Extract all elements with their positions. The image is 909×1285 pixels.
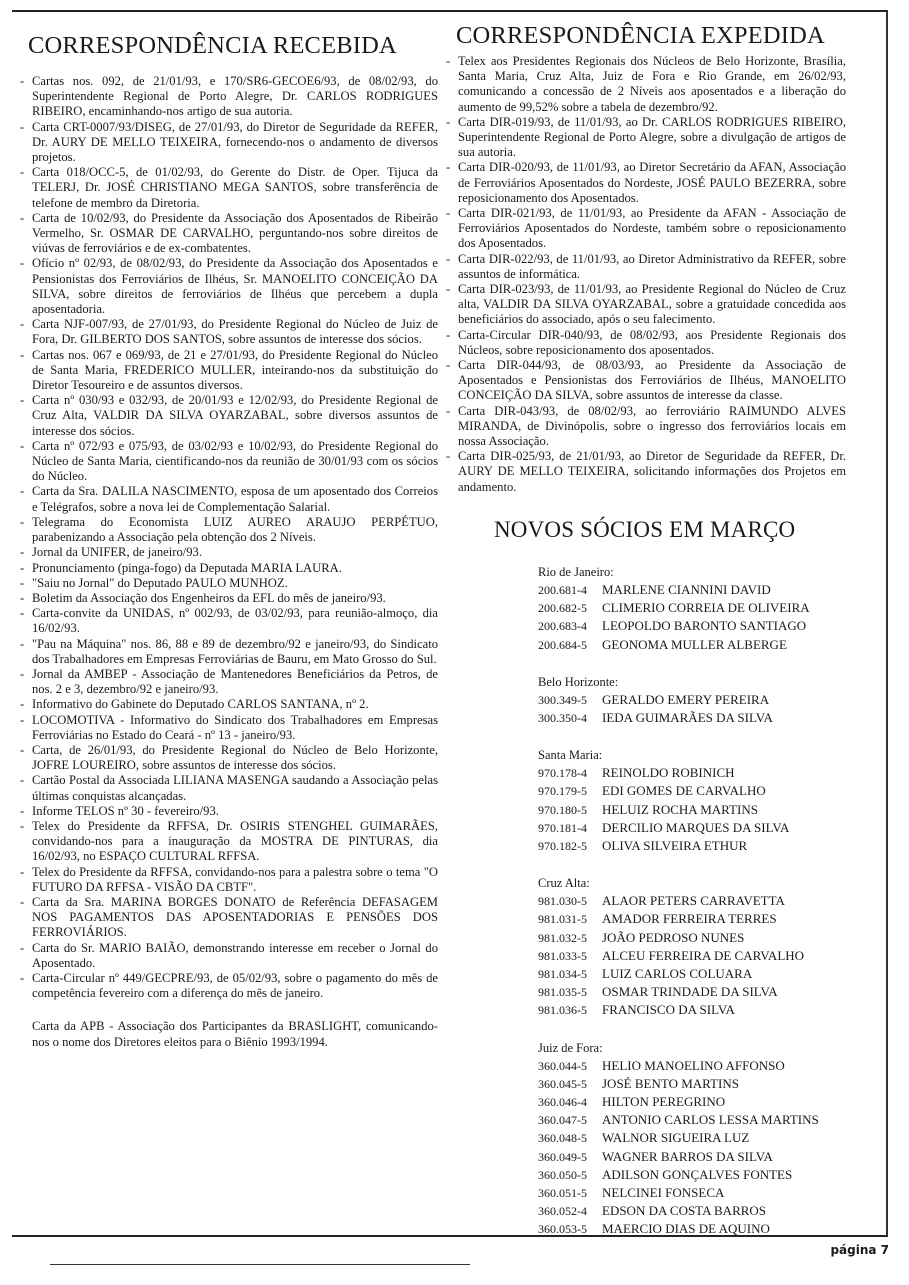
member-name: HELIO MANOELINO AFFONSO — [602, 1057, 785, 1073]
member-name: EDSON DA COSTA BARROS — [602, 1203, 767, 1219]
member-name: LEOPOLDO BARONTO SANTIAGO — [602, 618, 807, 634]
list-item: - "Saiu no Jornal" do Deputado PAULO MUNHOZ. — [20, 576, 438, 591]
group-city: Belo Horizonte: — [538, 674, 619, 689]
member-code: 970.179-5 — [538, 784, 587, 799]
list-item: - Carta de 10/02/93, do Presidente da Associação dos Aposentados de Ribeirão Vermelho, Sr. OSMAR DE CARVALHO, perguntando-nos sobre direitos de viúvas de ferroviários e de ex-combatentes. — [20, 211, 438, 257]
group-city: Juiz de Fora: — [538, 1040, 603, 1055]
member-code: 200.684-5 — [538, 637, 587, 652]
member-code: 360.045-5 — [538, 1076, 587, 1091]
member-row — [538, 1075, 846, 1093]
member-group-belo-horizonte — [538, 673, 846, 727]
page-number: página 7 — [830, 1243, 889, 1257]
list-item: - Carta nº 030/93 e 032/93, de 20/01/93 e 12/02/93, do Presidente Regional de Cruz Alta, VALDIR DA SILVA OYARZABAL, sobre diversos assuntos de interesse dos sócios. — [20, 393, 438, 439]
list-item: - "Pau na Máquina" nos. 86, 88 e 89 de dezembro/92 e janeiro/93, do Sindicato dos Trabalhadores em Empresas Ferroviárias de Bauru, em Mato Grosso do Sul. — [20, 637, 438, 667]
list-item: - Cartão Postal da Associada LILIANA MASENGA saudando a Associação pelas últimas conquistas alcançadas. — [20, 773, 438, 803]
member-code: 200.682-5 — [538, 601, 587, 616]
list-item: - Carta DIR-025/93, de 21/01/93, ao Diretor de Seguridade da REFER, Dr. AURY DE MELLO TEIXEIRA, solicitando informações dos Projetos em andamento. — [446, 449, 846, 495]
member-code: 970.181-4 — [538, 820, 587, 835]
list-item: - Cartas nos. 067 e 069/93, de 21 e 27/01/93, do Presidente Regional do Núcleo de Santa Maria, FREDERICO MULLER, inteirando-nos da substituição do Diretor Tesoureiro e de assuntos diversos. — [20, 348, 438, 394]
received-list — [20, 74, 438, 1050]
member-code: 360.051-5 — [538, 1185, 587, 1200]
member-name: AMADOR FERREIRA TERRES — [602, 911, 777, 927]
member-row — [538, 1129, 846, 1147]
sent-section — [446, 10, 846, 1258]
member-row — [538, 929, 846, 947]
list-item: - Telegrama do Economista LUIZ AUREO ARAUJO PERPÉTUO, parabenizando a Associação pela obtenção dos 2 Níveis. — [20, 515, 438, 545]
footer-rule — [50, 1264, 470, 1265]
list-item: - Carta-Circular nº 449/GECPRE/93, de 05/02/93, sobre o pagamento do mês de competência fevereiro com a diferença do mês de janeiro. — [20, 971, 438, 1001]
member-row — [538, 581, 846, 599]
list-item: - Telex aos Presidentes Regionais dos Núcleos de Belo Horizonte, Brasília, Santa Maria, Cruz Alta, Juiz de Fora e Rio Grande, em 26/02/93, comunicando a concessão de 2 Níveis aos aposentados e a liberação do aumento de 99,52% sobre a tabela de dezembro/92. — [446, 54, 846, 115]
member-code: 360.049-5 — [538, 1149, 587, 1164]
member-code: 981.036-5 — [538, 1003, 587, 1018]
member-row — [538, 1057, 846, 1075]
member-name: CLIMERIO CORREIA DE OLIVEIRA — [602, 600, 810, 616]
list-item: - Informativo do Gabinete do Deputado CARLOS SANTANA, nº 2. — [20, 697, 438, 712]
group-city: Cruz Alta: — [538, 876, 590, 891]
list-item: - Cartas nos. 092, de 21/01/93, e 170/SR6-GECOE6/93, de 08/02/93, do Superintendente Regional de Porto Alegre, Dr. CARLOS RODRIGUES RIBEIRO, encaminhando-nos artigo de sua autoria. — [20, 74, 438, 120]
member-row — [538, 819, 846, 837]
member-name: JOÃO PEDROSO NUNES — [602, 929, 745, 945]
member-name: HELUIZ ROCHA MARTINS — [602, 801, 758, 817]
member-name: WALNOR SIGUEIRA LUZ — [602, 1130, 750, 1146]
list-item: - Jornal da UNIFER, de janeiro/93. — [20, 545, 438, 560]
sent-title: CORRESPONDÊNCIA EXPEDIDA — [456, 22, 825, 49]
member-row — [538, 965, 846, 983]
member-code: 300.349-5 — [538, 692, 587, 707]
member-name: ALCEU FERREIRA DE CARVALHO — [602, 947, 805, 963]
member-group-juiz-de-fora — [538, 1039, 846, 1239]
member-code: 360.047-5 — [538, 1113, 587, 1128]
list-item: - Carta do Sr. MARIO BAIÃO, demonstrando interesse em receber o Jornal do Aposentado. — [20, 941, 438, 971]
member-code: 360.046-4 — [538, 1094, 587, 1109]
received-title: CORRESPONDÊNCIA RECEBIDA — [28, 32, 397, 59]
member-row — [538, 947, 846, 965]
member-name: GEONOMA MULLER ALBERGE — [602, 636, 787, 652]
member-row — [538, 1148, 846, 1166]
member-code: 981.033-5 — [538, 948, 587, 963]
member-code: 360.052-4 — [538, 1204, 587, 1219]
member-code: 981.032-5 — [538, 930, 587, 945]
sent-list — [446, 54, 846, 495]
list-item: - Carta DIR-019/93, de 11/01/93, ao Dr. CARLOS RODRIGUES RIBEIRO, Superintendente Regional de Porto Alegre, sobre a divulgação de artigos de sua autoria. — [446, 115, 846, 161]
list-item: - Carta NJF-007/93, de 27/01/93, do Presidente Regional do Núcleo de Juiz de Fora, Dr. GILBERTO DOS SANTOS, sobre assuntos de interesse dos sócios. — [20, 317, 438, 347]
member-name: LUIZ CARLOS COLUARA — [602, 965, 753, 981]
member-name: JOSÉ BENTO MARTINS — [602, 1075, 739, 1091]
list-item: - Telex do Presidente da RFFSA, convidando-nos para a palestra sobre o tema "O FUTURO DA RFFSA - VISÃO DA CBTF". — [20, 865, 438, 895]
member-code: 360.053-5 — [538, 1222, 587, 1237]
list-item-last: Carta da APB - Associação dos Participantes da BRASLIGHT, comunicando-nos o nome dos Diretores eleitos para o Biênio 1993/1994. — [32, 1019, 438, 1049]
member-row — [538, 837, 846, 855]
list-item: - Informe TELOS nº 30 - fevereiro/93. — [20, 804, 438, 819]
member-row — [538, 1166, 846, 1184]
member-name: REINOLDO ROBINICH — [602, 765, 735, 781]
member-name: GERALDO EMERY PEREIRA — [602, 691, 770, 707]
member-code: 981.030-5 — [538, 894, 587, 909]
member-row — [538, 636, 846, 654]
member-row — [538, 1202, 846, 1220]
member-code: 970.178-4 — [538, 766, 587, 781]
member-code: 981.031-5 — [538, 912, 587, 927]
member-code: 360.044-5 — [538, 1058, 587, 1073]
list-item: - Carta, de 26/01/93, do Presidente Regional do Núcleo de Belo Horizonte, JOFRE LOUREIRO, sobre assuntos de interesse dos sócios. — [20, 743, 438, 773]
member-name: WAGNER BARROS DA SILVA — [602, 1148, 773, 1164]
member-group-santa-maria — [538, 746, 846, 855]
member-code: 970.180-5 — [538, 802, 587, 817]
member-name: IEDA GUIMARÃES DA SILVA — [602, 709, 773, 725]
member-row — [538, 892, 846, 910]
list-item: - Carta DIR-043/93, de 08/02/93, ao ferroviário RAIMUNDO ALVES MIRANDA, de Divinópolis, sobre o ingresso dos ferroviários locais em nossa Associação. — [446, 404, 846, 450]
member-row — [538, 1001, 846, 1019]
member-group-rio — [538, 563, 846, 654]
member-row — [538, 1184, 846, 1202]
member-row — [538, 764, 846, 782]
member-row — [538, 1093, 846, 1111]
member-row — [538, 1111, 846, 1129]
member-row — [538, 691, 846, 709]
new-members-title: NOVOS SÓCIOS EM MARÇO — [494, 516, 796, 542]
list-item: - Pronunciamento (pinga-fogo) da Deputada MARIA LAURA. — [20, 561, 438, 576]
list-item: - Carta DIR-044/93, de 08/03/93, ao Presidente da Associação de Aposentados e Pensionistas dos Ferroviários de Ilhéus, MANOELITO CONCEIÇÃO DA SILVA, sobre assuntos de interesse da classe. — [446, 358, 846, 404]
received-section — [20, 10, 438, 1050]
member-code: 360.048-5 — [538, 1131, 587, 1146]
member-code: 200.683-4 — [538, 619, 587, 634]
member-name: OLIVA SILVEIRA ETHUR — [602, 837, 748, 853]
member-code: 981.035-5 — [538, 985, 587, 1000]
member-row — [538, 782, 846, 800]
member-code: 200.681-4 — [538, 582, 587, 597]
member-row — [538, 801, 846, 819]
list-item: - Carta da Sra. MARINA BORGES DONATO de Referência DEFASAGEM NOS PAGAMENTOS DAS APOSENTADORIAS E PENSÕES DOS FERROVIÁRIOS. — [20, 895, 438, 941]
list-item: - Boletim da Associação dos Engenheiros da EFL do mês de janeiro/93. — [20, 591, 438, 606]
member-name: DERCILIO MARQUES DA SILVA — [602, 819, 790, 835]
list-item: - Carta-Circular DIR-040/93, de 08/02/93, aos Presidente Regionais dos Núcleos, sobre reposicionamento dos aposentados. — [446, 328, 846, 358]
member-name: ALAOR PETERS CARRAVETTA — [602, 893, 785, 909]
member-name: MAERCIO DIAS DE AQUINO — [602, 1221, 770, 1237]
member-name: MARLENE CIANNINI DAVID — [602, 581, 771, 597]
member-name: NELCINEI FONSECA — [602, 1184, 725, 1200]
list-item: - Carta DIR-023/93, de 11/01/93, ao Presidente Regional do Núcleo de Cruz alta, VALDIR DA SILVA OYARZABAL, sobre a gratuidade concedida aos beneficiários do associado, após o seu falecimento. — [446, 282, 846, 328]
group-city: Santa Maria: — [538, 748, 603, 763]
group-city: Rio de Janeiro: — [538, 564, 614, 579]
member-name: OSMAR TRINDADE DA SILVA — [602, 984, 778, 1000]
member-name: FRANCISCO DA SILVA — [602, 1002, 735, 1018]
member-name: EDI GOMES DE CARVALHO — [602, 783, 766, 799]
member-name: ANTONIO CARLOS LESSA MARTINS — [602, 1112, 819, 1128]
member-row — [538, 617, 846, 635]
list-item: - Carta CRT-0007/93/DISEG, de 27/01/93, do Diretor de Seguridade da REFER, Dr. AURY DE MELLO TEIXEIRA, fornecendo-nos o andamento de diversos projetos. — [20, 120, 438, 166]
member-group-cruz-alta — [538, 874, 846, 1019]
list-item: - Carta DIR-022/93, de 11/01/93, ao Diretor Administrativo da REFER, sobre assuntos de informática. — [446, 252, 846, 282]
list-item: - Jornal da AMBEP - Associação de Mantenedores Beneficiários da Petros, de nos. 2 e 3, dezembro/92 e janeiro/93. — [20, 667, 438, 697]
list-item: - Carta DIR-020/93, de 11/01/93, ao Diretor Secretário da AFAN, Associação de Ferroviários Aposentados do Nordeste, JOSÉ PAULO BEZERRA, sobre reposicionamento dos Aposentados. — [446, 160, 846, 206]
member-row — [538, 1220, 846, 1238]
member-code: 970.182-5 — [538, 838, 587, 853]
list-item: - Telex do Presidente da RFFSA, Dr. OSIRIS STENGHEL GUIMARÃES, convidando-nos para a inauguração da MOSTRA DE PINTURAS, dia 16/02/93, no ESPAÇO CULTURAL RFFSA. — [20, 819, 438, 865]
member-row — [538, 910, 846, 928]
member-code: 981.034-5 — [538, 966, 587, 981]
list-item: - Carta DIR-021/93, de 11/01/93, ao Presidente da AFAN - Associação de Ferroviários Aposentados do Nordeste, também sobre o reposicionamento dos Aposentados. — [446, 206, 846, 252]
list-item: - Carta-convite da UNIDAS, nº 002/93, de 03/02/93, para reunião-almoço, dia 16/02/93. — [20, 606, 438, 636]
list-item: - Carta da Sra. DALILA NASCIMENTO, esposa de um aposentado dos Correios e Telégrafos, sobre a nova lei de Complementação Salarial. — [20, 484, 438, 514]
member-row — [538, 709, 846, 727]
list-item: - Carta nº 072/93 e 075/93, de 03/02/93 e 10/02/93, do Presidente Regional do Núcleo de Santa Maria, cientificando-nos da reunião de 30/01/93 com os sócios do Núcleo. — [20, 439, 438, 485]
list-item: - Carta 018/OCC-5, de 01/02/93, do Gerente do Distr. de Oper. Tijuca da TELERJ, Dr. JOSÉ CHRISTIANO MEGA SANTOS, sobre transferência de telefone de membro da Diretoria. — [20, 165, 438, 211]
list-item: - LOCOMOTIVA - Informativo do Sindicato dos Trabalhadores em Empresas Ferroviárias no Estado do Ceará - nº 13 - janeiro/93. — [20, 713, 438, 743]
member-code: 300.350-4 — [538, 710, 587, 725]
member-code: 360.050-5 — [538, 1167, 587, 1182]
member-name: HILTON PEREGRINO — [602, 1093, 726, 1109]
list-item: - Ofício nº 02/93, de 08/02/93, do Presidente da Associação dos Aposentados e Pensionistas dos Ferroviários de Ilhéus, Sr. MANOELITO CONCEIÇÃO DA SILVA, sobre direitos de ferroviários de Ilhéus que percebem a dupla aposentadoria. — [20, 256, 438, 317]
member-row — [538, 599, 846, 617]
member-name: ADILSON GONÇALVES FONTES — [602, 1166, 793, 1182]
member-row — [538, 983, 846, 1001]
